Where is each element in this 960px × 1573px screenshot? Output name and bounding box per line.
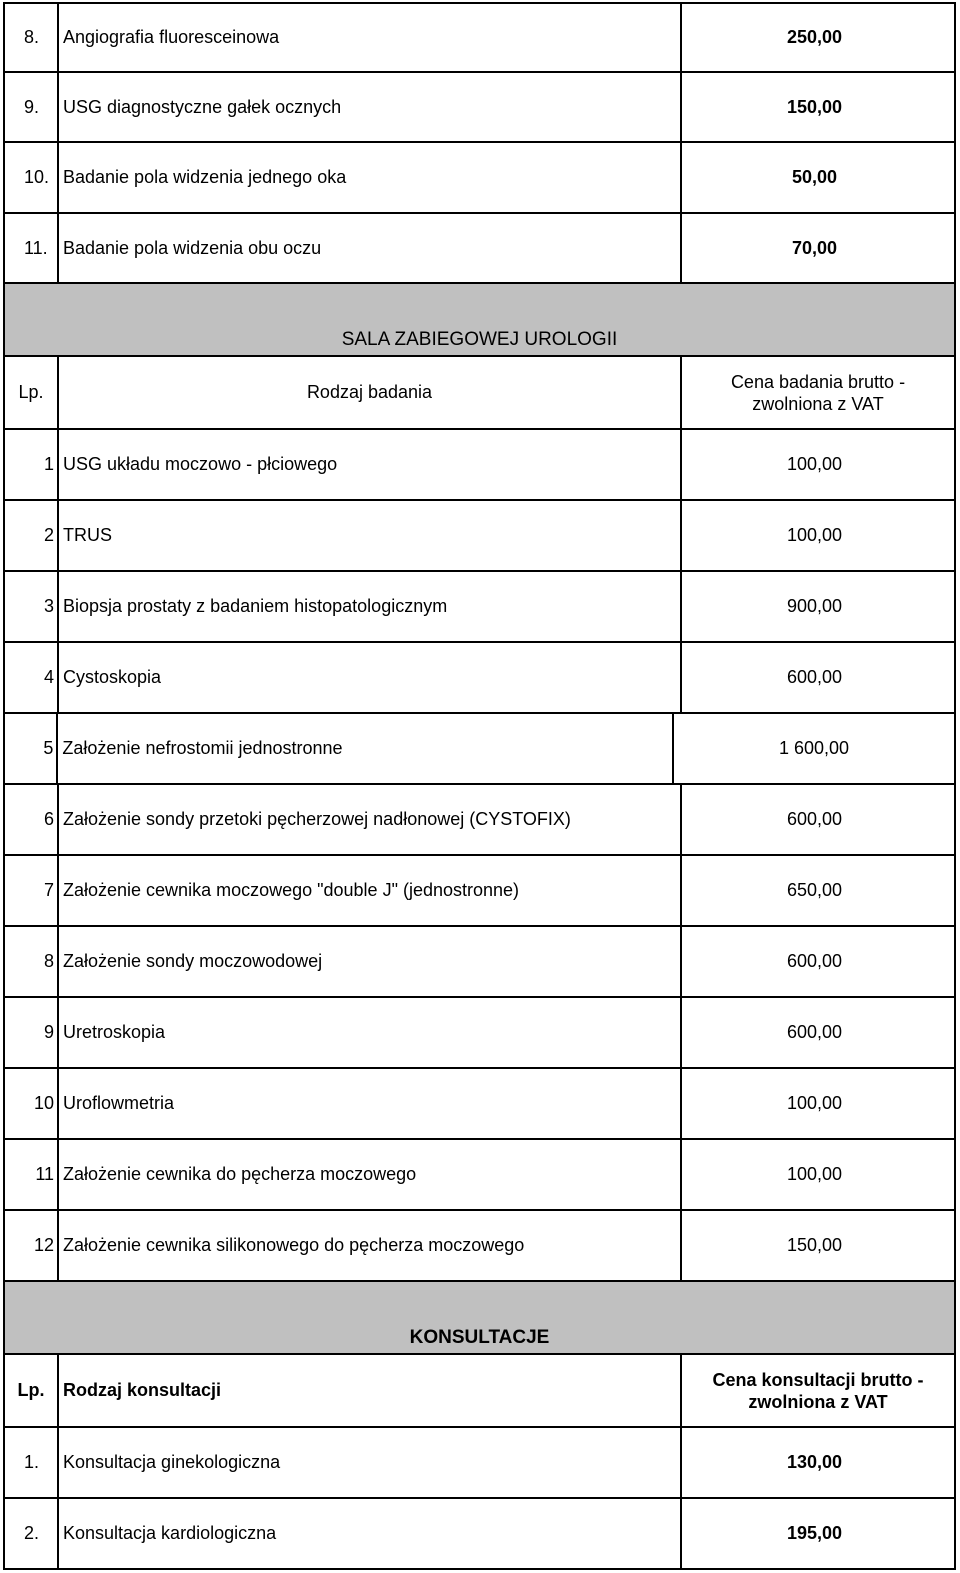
header-lp: Lp. bbox=[5, 357, 59, 428]
exam-price: 100,00 bbox=[786, 1164, 843, 1184]
row-number: 2. bbox=[5, 1499, 59, 1568]
exam-name: TRUS bbox=[59, 501, 682, 570]
table-row bbox=[3, 927, 956, 998]
row-number: 1 bbox=[5, 430, 59, 499]
exam-price: 1 600,00 bbox=[778, 738, 850, 758]
consult-name: Konsultacja ginekologiczna bbox=[59, 1428, 682, 1497]
table-row bbox=[3, 572, 956, 643]
table-row bbox=[3, 1211, 956, 1282]
header-price-line1: Cena konsultacji brutto - bbox=[712, 1369, 924, 1390]
exam-name: Założenie cewnika silikonowego do pęcherza moczowego bbox=[59, 1211, 682, 1280]
exam-price: 900,00 bbox=[786, 596, 843, 616]
exam-name: Założenie sondy przetoki pęcherzowej nadłonowej (CYSTOFIX) bbox=[59, 785, 682, 854]
table-row bbox=[3, 1140, 956, 1211]
exam-name: Założenie sondy moczowodowej bbox=[59, 927, 682, 996]
row-number: 3 bbox=[5, 572, 59, 641]
section-title-consultations: KONSULTACJE bbox=[5, 1282, 954, 1353]
header-price bbox=[682, 357, 954, 428]
row-number: 5 bbox=[5, 714, 58, 783]
table-row bbox=[3, 2, 956, 73]
table-row bbox=[3, 214, 956, 284]
exam-price: 50,00 bbox=[791, 167, 838, 187]
exam-price: 600,00 bbox=[786, 951, 843, 971]
exam-name: Cystoskopia bbox=[59, 643, 682, 712]
row-number: 11 bbox=[5, 1140, 59, 1209]
exam-name: Biopsja prostaty z badaniem histopatologicznym bbox=[59, 572, 682, 641]
table-row bbox=[3, 73, 956, 143]
table-row bbox=[3, 1069, 956, 1140]
exam-price: 650,00 bbox=[786, 880, 843, 900]
row-number: 12 bbox=[5, 1211, 59, 1280]
section-title-row bbox=[3, 284, 956, 357]
exam-price: 150,00 bbox=[786, 96, 843, 117]
header-consult-type: Rodzaj konsultacji bbox=[59, 1355, 682, 1426]
exam-price: 100,00 bbox=[786, 525, 843, 545]
row-number: 6 bbox=[5, 785, 59, 854]
row-number: 11. bbox=[5, 214, 59, 282]
exam-price: 600,00 bbox=[786, 667, 843, 687]
price-list-table bbox=[3, 2, 956, 1570]
exam-name: USG układu moczowo - płciowego bbox=[59, 430, 682, 499]
table-row bbox=[3, 714, 956, 785]
header-price-line1: Cena badania brutto - bbox=[730, 371, 906, 392]
exam-price: 600,00 bbox=[786, 809, 843, 829]
exam-name: Założenie cewnika moczowego "double J" (jednostronne) bbox=[59, 856, 682, 925]
consult-price: 195,00 bbox=[786, 1523, 843, 1543]
section-title-row bbox=[3, 1282, 956, 1355]
exam-price: 600,00 bbox=[786, 1022, 843, 1042]
header-price-line2: zwolniona z VAT bbox=[748, 1391, 888, 1412]
header-exam-type: Rodzaj badania bbox=[59, 357, 682, 428]
row-number: 9. bbox=[5, 73, 59, 141]
header-price bbox=[682, 1355, 954, 1426]
table-row bbox=[3, 643, 956, 714]
exam-name: Założenie cewnika do pęcherza moczowego bbox=[59, 1140, 682, 1209]
exam-price: 100,00 bbox=[786, 1093, 843, 1113]
row-number: 1. bbox=[5, 1428, 59, 1497]
consult-name: Konsultacja kardiologiczna bbox=[59, 1499, 682, 1568]
row-number: 4 bbox=[5, 643, 59, 712]
row-number: 7 bbox=[5, 856, 59, 925]
row-number: 10. bbox=[5, 143, 59, 212]
table-row bbox=[3, 785, 956, 856]
table-row bbox=[3, 430, 956, 501]
exam-name: Uretroskopia bbox=[59, 998, 682, 1067]
row-number: 10 bbox=[5, 1069, 59, 1138]
row-number: 8 bbox=[5, 927, 59, 996]
table-row bbox=[3, 1499, 956, 1570]
table-row bbox=[3, 143, 956, 214]
exam-name: Badanie pola widzenia obu oczu bbox=[59, 214, 682, 282]
table-row bbox=[3, 998, 956, 1069]
header-lp: Lp. bbox=[5, 1355, 59, 1426]
table-header-row bbox=[3, 1355, 956, 1428]
exam-name: Założenie nefrostomii jednostronne bbox=[58, 714, 674, 783]
row-number: 9 bbox=[5, 998, 59, 1067]
exam-name: Uroflowmetria bbox=[59, 1069, 682, 1138]
table-row bbox=[3, 856, 956, 927]
exam-price: 150,00 bbox=[786, 1235, 843, 1255]
table-row bbox=[3, 501, 956, 572]
exam-price: 100,00 bbox=[786, 454, 843, 474]
consult-price: 130,00 bbox=[786, 1452, 843, 1472]
exam-name: Angiografia fluoresceinowa bbox=[59, 4, 682, 71]
section-title-urology: SALA ZABIEGOWEJ UROLOGII bbox=[5, 284, 954, 355]
row-number: 8. bbox=[5, 4, 59, 71]
exam-name: Badanie pola widzenia jednego oka bbox=[59, 143, 682, 212]
row-number: 2 bbox=[5, 501, 59, 570]
exam-name: USG diagnostyczne gałek ocznych bbox=[59, 73, 682, 141]
table-header-row bbox=[3, 357, 956, 430]
header-price-line2: zwolniona z VAT bbox=[752, 393, 884, 414]
exam-price: 250,00 bbox=[786, 27, 843, 47]
exam-price: 70,00 bbox=[791, 237, 838, 258]
table-row bbox=[3, 1428, 956, 1499]
